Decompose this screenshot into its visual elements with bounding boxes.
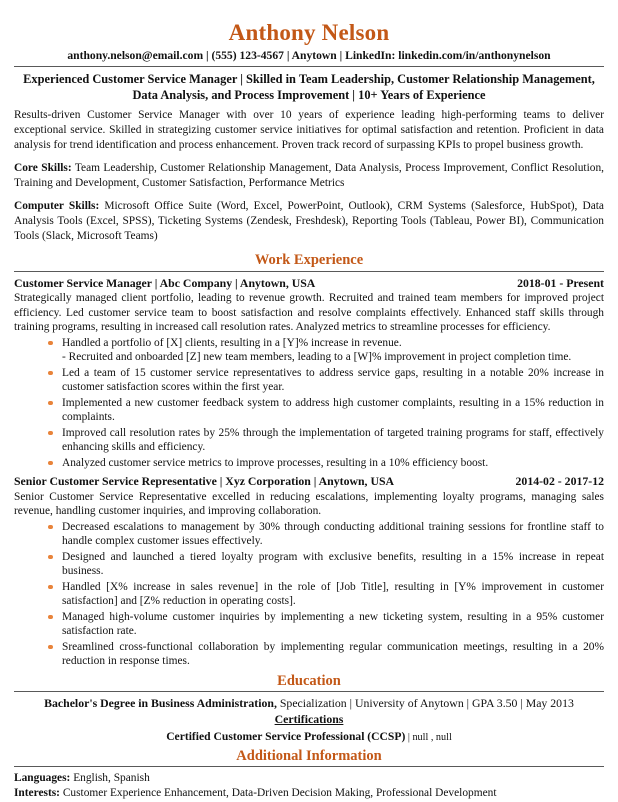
- interests-label: Interests:: [14, 787, 60, 800]
- list-item: Designed and launched a tiered loyalty program with exclusive benefits, resulting in a 15% increase in repeat business.: [48, 550, 604, 579]
- header-divider: [14, 66, 604, 67]
- professional-summary: Results-driven Customer Service Manager with over 10 years of experience leading high-performing teams to deliver exceptional service. Skilled in strategizing customer service initiatives for optimal satisfaction and retention. Proficient in data analysis for trend identification and process enhancement. Proven track record of surpassing KPIs to propel business growth.: [14, 109, 604, 151]
- interests-value: Customer Experience Enhancement, Data-Driven Decision Making, Professional Development: [59, 787, 497, 800]
- education-degree: Bachelor's Degree in Business Administration,: [44, 696, 277, 711]
- list-item: Managed high-volume customer inquiries by implementing a new ticketing system, resulting in a 95% customer satisfaction rate.: [48, 610, 604, 639]
- contact-line: anthony.nelson@email.com | (555) 123-4567 | Anytown | LinkedIn: linkedin.com/in/anthonynelson: [67, 48, 551, 62]
- section-title-work-experience: Work Experience: [254, 252, 364, 269]
- list-item: [48, 336, 604, 365]
- list-item: Led a team of 15 customer service representatives to address service gaps, resulting in a notable 20% increase in customer satisfaction scores within the first year.: [48, 366, 604, 395]
- certifications-heading: Certifications: [274, 712, 344, 727]
- list-item: Improved call resolution rates by 25% through the implementation of targeted training programs for staff, effectively enhancing skills and efficiency.: [48, 426, 604, 455]
- education-entry: [14, 696, 604, 711]
- certification-entry: [14, 729, 604, 744]
- interests-line: [14, 786, 604, 801]
- computer-skills-value: Microsoft Office Suite (Word, Excel, PowerPoint, Outlook), CRM Systems (Salesforce, HubSpot), Data Analysis Tools (Excel, SPSS), Ticketing Systems (Zendesk, Freshdesk), Reporting Tools (Tableau, Power BI), Communication Tools (Slack, Microsoft Teams): [14, 200, 604, 242]
- computer-skills-line: [14, 199, 604, 243]
- core-skills-label: Core Skills:: [14, 162, 72, 175]
- job-description: Strategically managed client portfolio, leading to revenue growth. Recruited and trained team members for improved project efficiency. Led customer service team to boost satisfaction and resolve complaints effectively. Enhanced staff skills through training programs, resulting in increased call resolution rates. Analyzed metrics to streamline processes for efficiency.: [14, 292, 604, 334]
- job-dates: 2018-01 - Present: [517, 275, 604, 290]
- additional-information-divider: [14, 766, 604, 767]
- education-divider: [14, 691, 604, 692]
- certification-name: Certified Customer Service Professional (CCSP): [166, 729, 406, 743]
- section-title-additional-information: Additional Information: [236, 748, 382, 765]
- work-experience-divider: [14, 271, 604, 272]
- core-skills-value: Team Leadership, Customer Relationship Management, Data Analysis, Process Improvement, Conflict Resolution, Training and Development, Customer Satisfaction, Performance Metrics: [14, 162, 604, 189]
- list-item: Analyzed customer service metrics to improve processes, resulting in a 10% efficiency boost.: [48, 456, 604, 470]
- job-bullet-list: [14, 336, 604, 470]
- bullet-text: Handled a portfolio of [X] clients, resulting in a [Y]% increase in revenue.: [62, 336, 402, 349]
- bullet-subline: - Recruited and onboarded [Z] new team members, leading to a [W]% improvement in project completion time.: [62, 351, 572, 364]
- candidate-name: Anthony Nelson: [228, 20, 390, 45]
- core-skills-line: [14, 161, 604, 190]
- list-item: Decreased escalations to management by 30% through conducting additional training sessions for frontline staff to handle complex customer issues effectively.: [48, 520, 604, 549]
- languages-value: English, Spanish: [70, 772, 150, 785]
- section-title-education: Education: [277, 672, 341, 689]
- job-header: [14, 474, 604, 489]
- list-item: Implemented a new customer feedback system to address high customer complaints, resulting in a 15% reduction in complaints.: [48, 396, 604, 425]
- job-dates: 2014-02 - 2017-12: [515, 474, 604, 489]
- list-item: Handled [X% increase in sales revenue] in the role of [Job Title], resulting in [Y% improvement in customer satisfaction] and [Z% reduction in operating costs].: [48, 580, 604, 609]
- job-title-company: Customer Service Manager | Abc Company | Anytown, USA: [14, 275, 316, 290]
- job-bullet-list: [14, 520, 604, 669]
- computer-skills-label: Computer Skills:: [14, 200, 100, 213]
- job-title-company: Senior Customer Service Representative | Xyz Corporation | Anytown, USA: [14, 474, 395, 489]
- languages-label: Languages:: [14, 772, 71, 785]
- languages-line: [14, 771, 604, 786]
- job-header: [14, 276, 604, 291]
- certification-meta: | null , null: [405, 731, 452, 743]
- job-description: Senior Customer Service Representative excelled in reducing escalations, implementing loyalty programs, managing sales revenue, handling customer inquiries, and improving collaboration.: [14, 490, 604, 518]
- professional-headline: Experienced Customer Service Manager | Skilled in Team Leadership, Customer Relationship Management, Data Analysis, and Process Improvement | 10+ Years of Experience: [23, 72, 595, 103]
- education-details: Specialization | University of Anytown | GPA 3.50 | May 2013: [276, 696, 574, 711]
- list-item: Sreamlined cross-functional collaboration by implementing regular communication meetings, resulting in a 20% reduction in response times.: [48, 640, 604, 669]
